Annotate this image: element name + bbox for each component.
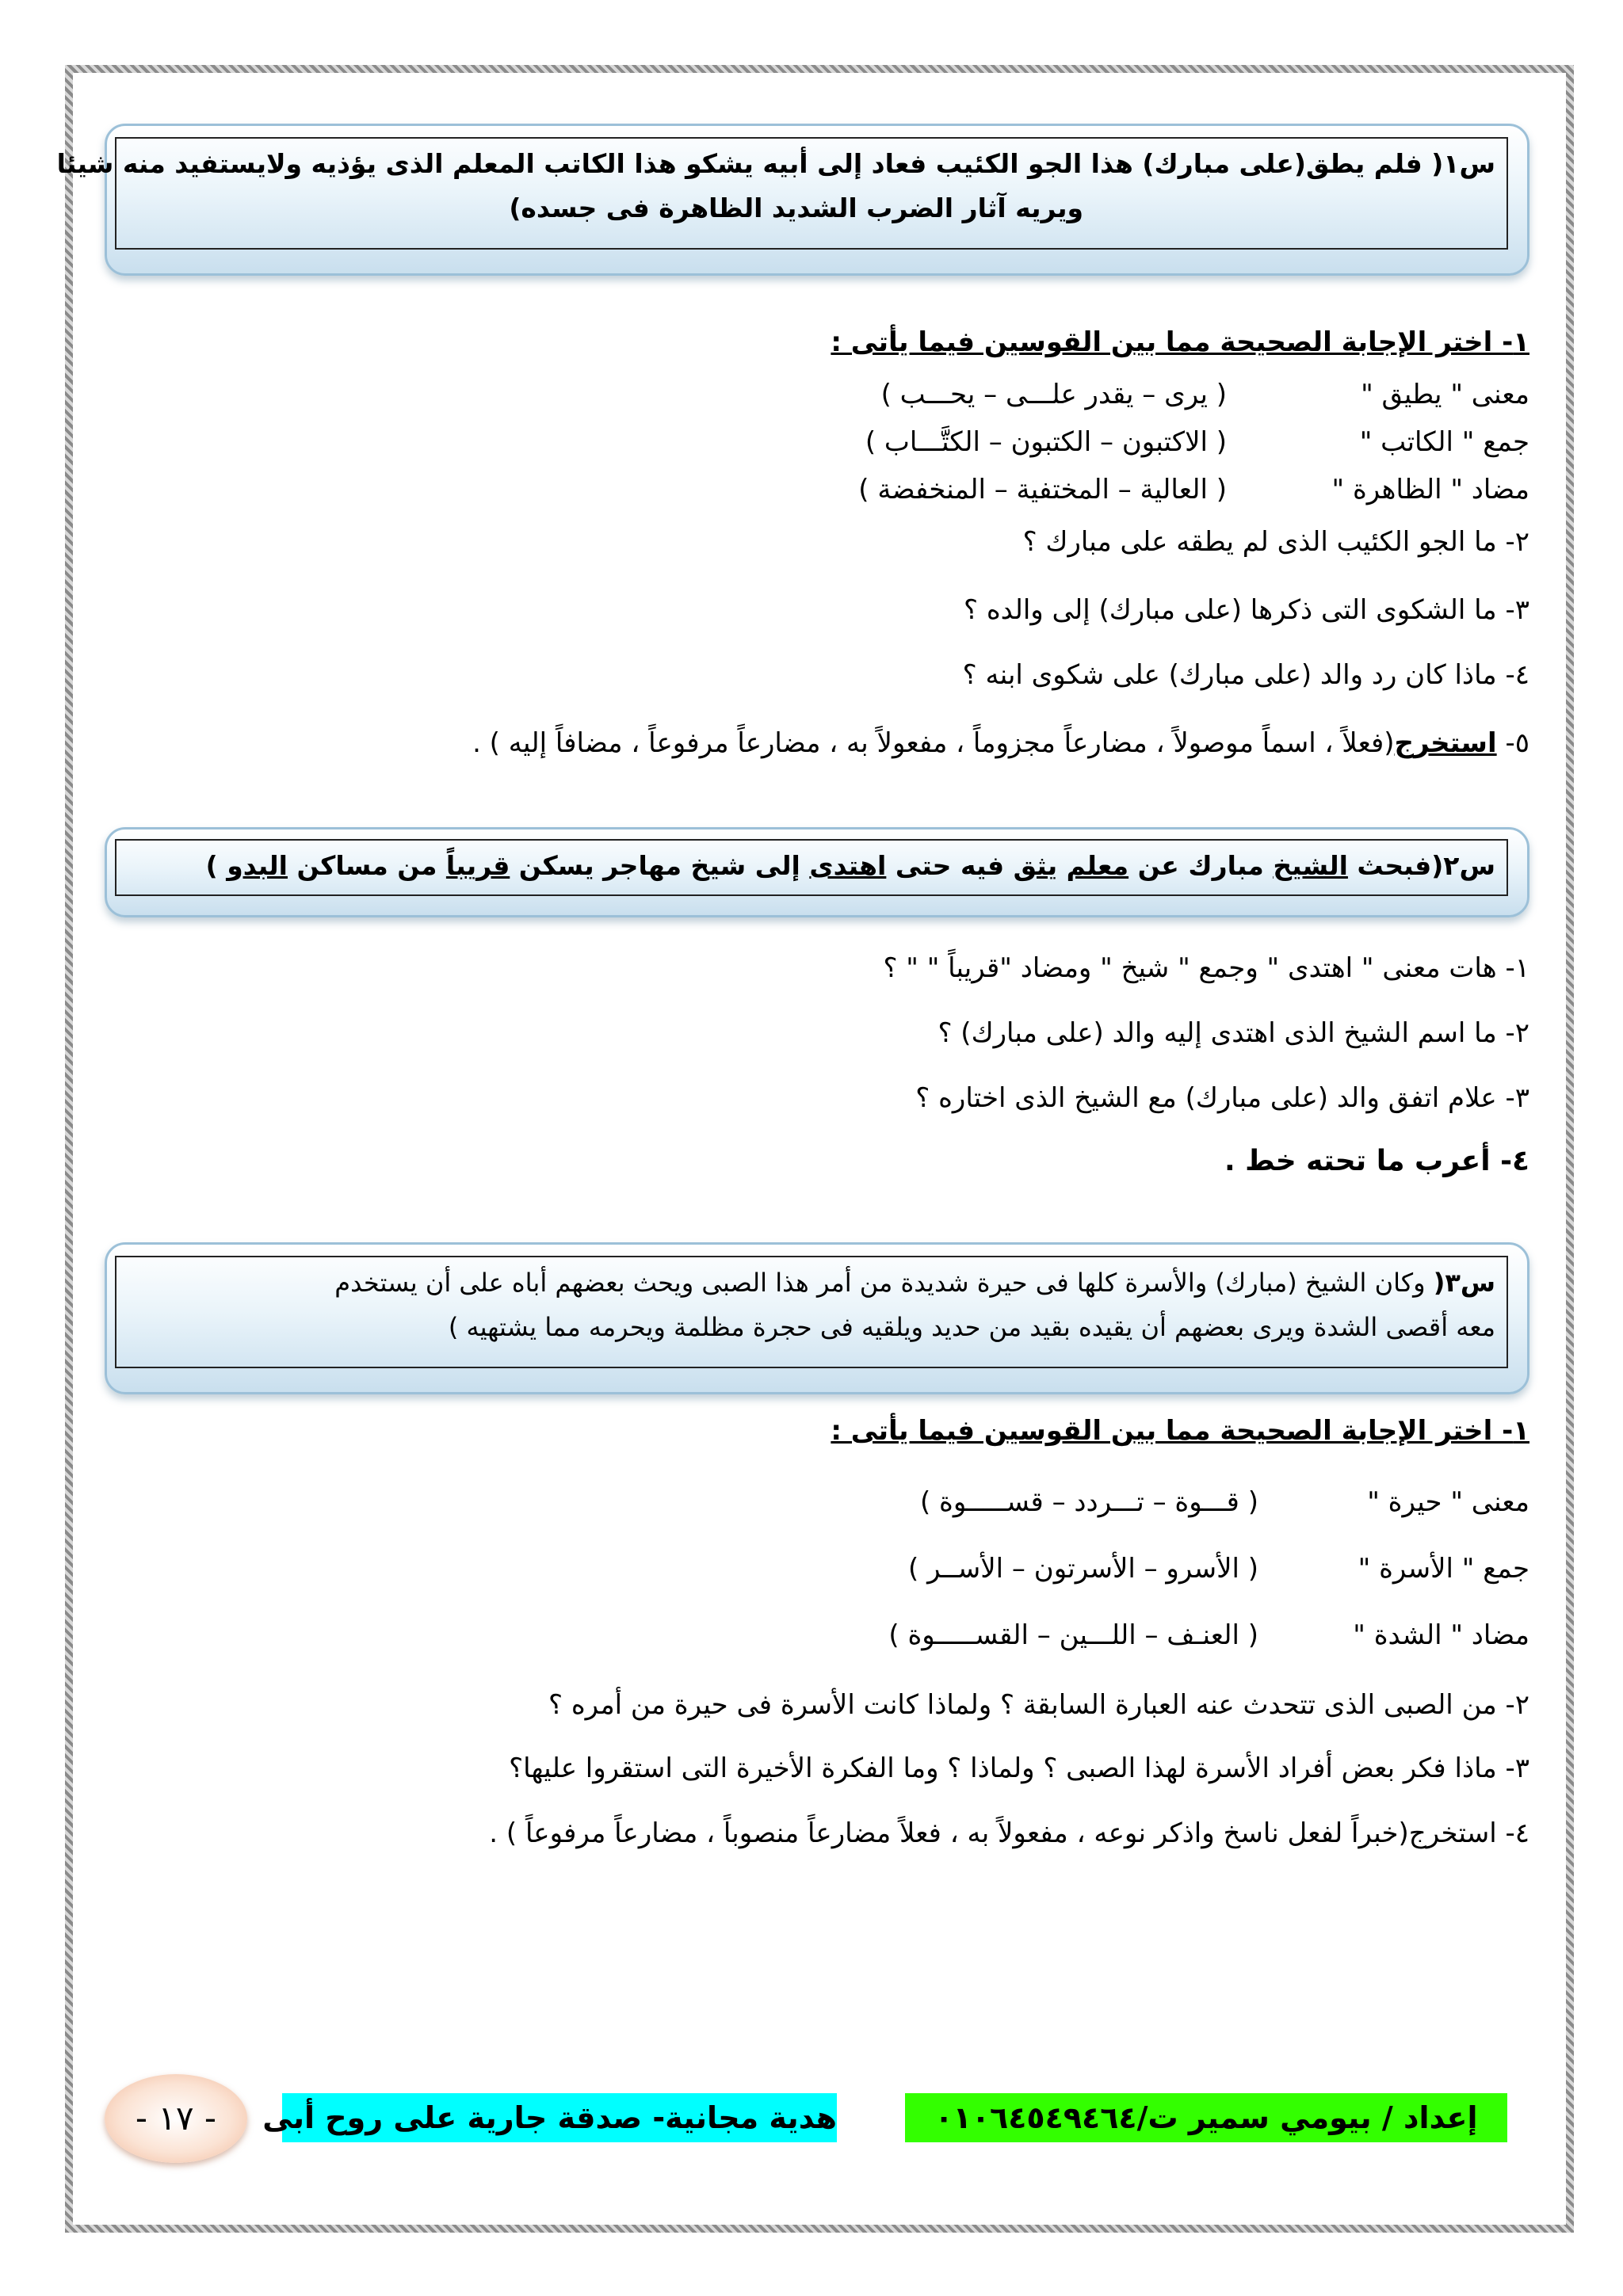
- q3-vocab-options-2: ( الأسرو – الأسرتون – الأســر ): [908, 1553, 1258, 1585]
- question-3-passage-line-1: [128, 1261, 1495, 1305]
- q1-vocab-options-1: ( يرى – يقدر علـــى – يحـــب ): [880, 379, 1227, 410]
- q2-underlined-teacher: معلم: [1066, 850, 1129, 881]
- q3-vocab-options-3: ( العنـف – اللـــين – القســـــوة ): [888, 1619, 1258, 1651]
- q3-question-2: ٢- من الصبى الذى تتحدث عنه العبارة السابقة ؟ ولماذا كانت الأسرة فى حيرة من أمره ؟: [548, 1689, 1529, 1721]
- q3-vocab-label-1: معنى " حيرة ": [1367, 1486, 1529, 1518]
- footer-author-phone: إعداد / بيومي سمير ت/٠١٠٦٤٥٤٩٤٦٤: [905, 2093, 1507, 2142]
- q2-underlined-sheikh: الشيخ: [1273, 850, 1348, 881]
- question-1-passage-line-2: ويريه آثار الضرب الشديد الظاهرة فى جسده): [509, 193, 1083, 223]
- q2-text-5: من مساكن: [296, 850, 437, 881]
- page-number-badge: - ١٧ -: [105, 2074, 247, 2163]
- q3-vocab-label-2: جمع " الأسرة ": [1358, 1553, 1529, 1585]
- q1-question-4: ٤- ماذا كان رد والد (على مبارك) على شكوى ابنه ؟: [962, 659, 1529, 691]
- question-1-passage: [56, 137, 1508, 250]
- q1-question-5-number: ٥-: [1505, 727, 1529, 759]
- q3-question-4: ٤- استخرج(خبراً لفعل ناسخ واذكر نوعه ، مفعولاً به ، فعلاً مضارعاً منصوباً ، مضارعاً مرفوعاً ) .: [489, 1817, 1529, 1849]
- q1-vocab-options-2: ( الاكتبون – الكتبون – الكتَّـــاب ): [865, 426, 1227, 458]
- q3-heading: ١- اختر الإجابة الصحيحة مما بين القوسين فيما يأتى :: [831, 1415, 1529, 1447]
- q1-question-2: ٢- ما الجو الكئيب الذى لم يطقه على مبارك ؟: [1022, 526, 1529, 558]
- q3-label: س٣(: [1433, 1268, 1495, 1298]
- q2-text-3: فيه حتى: [895, 850, 1005, 881]
- q1-question-5-items: (فعلاً ، اسماً موصولاً ، مضارعاً مجزوماً ، مفعولاً به ، مضارعاً مرفوعاً ، مضافاً إليه ) .: [472, 727, 1395, 759]
- q1-vocab-label-2: جمع " الكاتب ": [1359, 426, 1529, 458]
- footer-gift-note: هدية مجانية- صدقة جارية على روح أبى: [282, 2093, 837, 2142]
- question-2-box: [105, 827, 1529, 917]
- question-1-box: [56, 124, 1529, 276]
- q3-vocab-options-1: ( قـــوة – تـــردد – قســـــوة ): [919, 1486, 1258, 1518]
- q2-question-3: ٣- علام اتفق والد (على مبارك) مع الشيخ الذى اختاره ؟: [915, 1082, 1529, 1114]
- q2-text-4: إلى شيخ مهاجر يسكن: [518, 850, 800, 881]
- q1-question-5-extract: استخرج: [1394, 727, 1497, 759]
- q1-heading: ١- اختر الإجابة الصحيحة مما بين القوسين فيما يأتى :: [831, 326, 1529, 358]
- question-3-box: [105, 1242, 1529, 1394]
- question-2-passage: [115, 839, 1508, 896]
- q2-question-2: ٢- ما اسم الشيخ الذى اهتدى إليه والد (على مبارك) ؟: [938, 1017, 1529, 1049]
- q1-vocab-label-3: مضاد " الظاهرة ": [1331, 474, 1529, 505]
- q1-question-5: [103, 724, 1529, 762]
- question-3-passage: [115, 1256, 1508, 1368]
- q2-text-2: مبارك عن: [1137, 850, 1264, 881]
- q3-vocab-label-3: مضاد " الشدة ": [1353, 1619, 1529, 1651]
- q2-underlined-trust: يثق: [1013, 850, 1058, 881]
- q2-underlined-bedouin: البدو: [227, 850, 288, 881]
- q3-passage-text-1: وكان الشيخ (مبارك) والأسرة كلها فى حيرة شديدة من أمر هذا الصبى ويحث بعضهم أباه على أن يستخدم: [334, 1268, 1426, 1298]
- q3-question-3: ٣- ماذا فكر بعض أفراد الأسرة لهذا الصبى ؟ ولماذا ؟ وما الفكرة الأخيرة التى استقروا عليها؟: [509, 1753, 1529, 1784]
- question-1-passage-line-1: س١( فلم يطق(على مبارك) هذا الجو الكئيب فعاد إلى أبيه يشكو هذا الكاتب المعلم الذى يؤذيه ولايستفيد منه شيئا: [56, 148, 1495, 179]
- q2-question-1: ١- هات معنى " اهتدى " وجمع " شيخ " ومضاد "قريباً " " ؟: [883, 952, 1529, 984]
- q2-underlined-guided: اهتدى: [809, 850, 887, 881]
- q1-vocab-label-1: معنى " يطيق ": [1361, 379, 1529, 410]
- q2-question-4: ٤- أعرب ما تحته خط .: [1224, 1145, 1529, 1177]
- q2-underlined-near: قريباً: [445, 850, 510, 881]
- q1-vocab-options-3: ( العالية – المختفية – المنخفضة ): [858, 474, 1227, 505]
- question-3-passage-line-2: معه أقصى الشدة ويرى بعضهم أن يقيده بقيد من حديد ويلقيه فى حجرة مظلمة ويحرمه مما يشتهيه ): [448, 1312, 1495, 1342]
- q1-question-3: ٣- ما الشكوى التى ذكرها (على مبارك) إلى والده ؟: [963, 594, 1529, 626]
- q2-text-6: ): [205, 850, 218, 881]
- q2-text-1: س٢(فبحث: [1357, 850, 1495, 881]
